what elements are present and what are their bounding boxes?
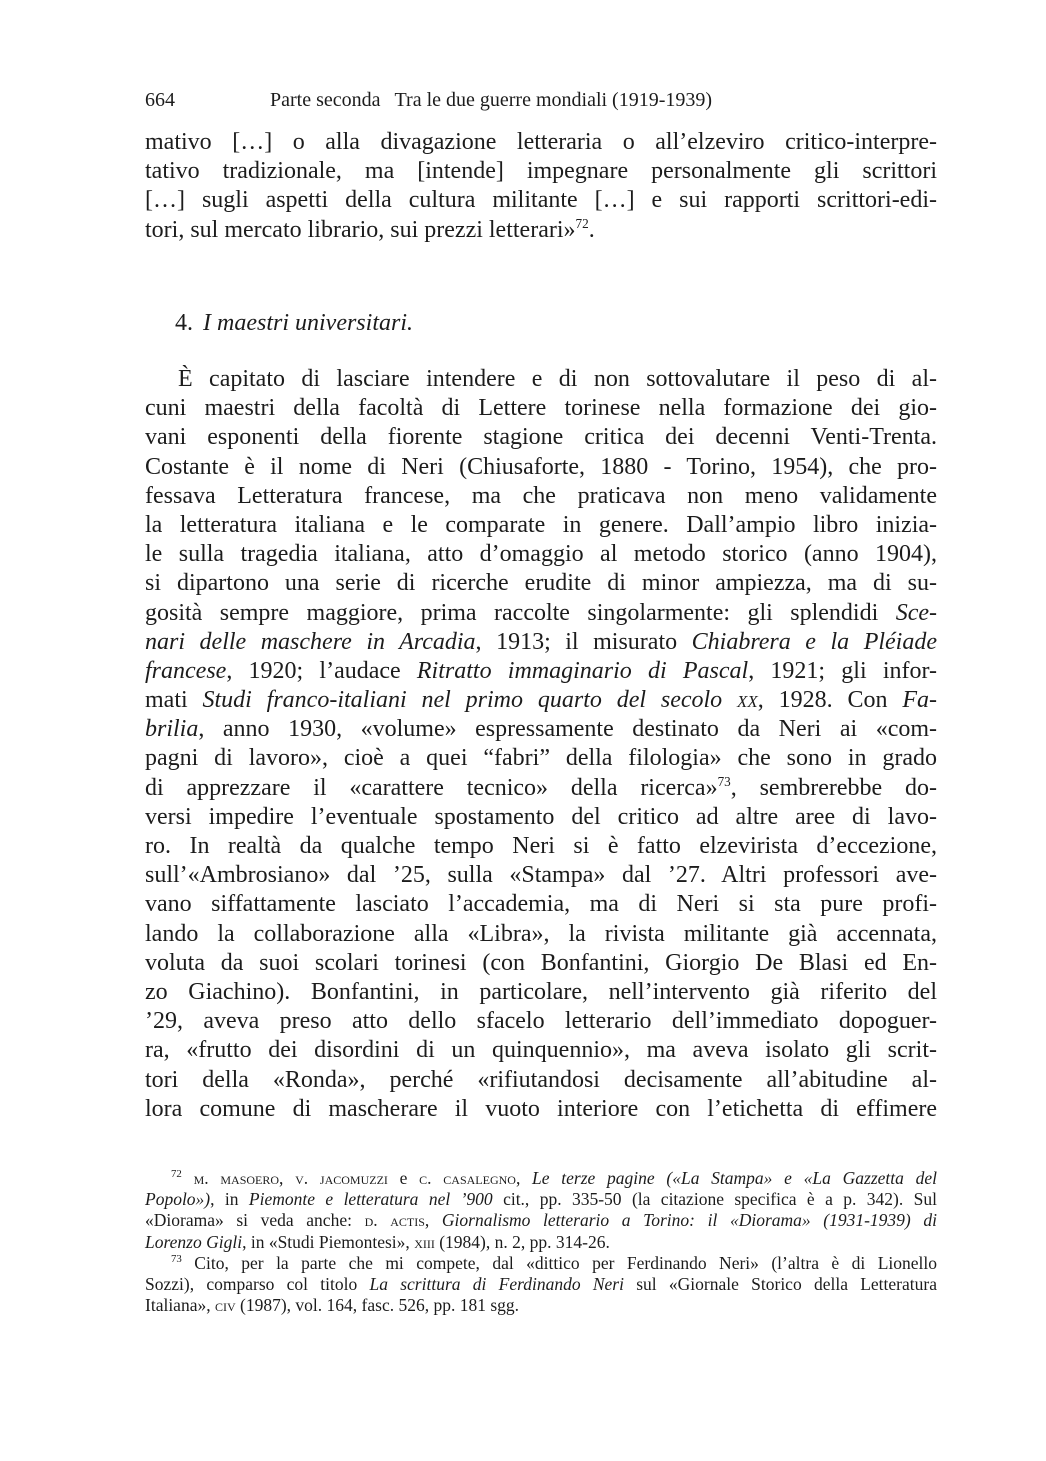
text-run: Sozzi), comparso col titolo	[145, 1273, 370, 1294]
text-run: mati	[145, 687, 203, 714]
author-names: m. masoero, v. jacomuzzi	[193, 1168, 388, 1188]
book-title: Sce-	[895, 599, 937, 626]
text-run: di apprezzare il «carattere tecnico» della ricerca»	[145, 774, 718, 801]
text-run: , 1920; l’audace	[226, 657, 417, 684]
book-title: francese	[145, 657, 227, 684]
text-run: cit., pp. 335-50 (la citazione specifica è a p. 342). Sul	[492, 1189, 937, 1210]
work-title: Giornalismo letterario a Torino: il «Diorama» (1931-1939) di	[441, 1210, 937, 1231]
text-run: ,	[424, 1210, 442, 1231]
text-line: vano siffattamente lasciato l’accademia, ma di Neri si sta pure profi-	[145, 891, 937, 918]
text-run: e	[387, 1168, 420, 1188]
text-line	[145, 216, 937, 245]
text-run: ,	[515, 1168, 533, 1188]
text-line	[145, 686, 937, 715]
text-line: Costante è il nome di Neri (Chiusaforte, 1880 - Torino, 1954), che pro-	[145, 453, 937, 480]
text-run: sul «Giornale Storico della Letteratura	[623, 1273, 937, 1294]
text-run: «Diorama» si veda anche:	[145, 1210, 365, 1231]
section-title: I maestri universitari.	[203, 310, 413, 336]
text-run: , 1913; il misurato	[475, 628, 692, 655]
text-run: Cito, per la parte che mi compete, dal «dittico per Ferdinando Neri» (l’altra è di Lionello	[181, 1252, 937, 1273]
paragraph-continuation	[145, 128, 937, 245]
text-line: vani esponenti della fiorente stagione critica dei decenni Venti-Trenta.	[145, 424, 937, 451]
text-run: , in «Studi Piemontesi»,	[242, 1231, 415, 1252]
text-run: , 1928. Con	[757, 687, 903, 714]
text-run: , sembrerebbe do-	[730, 774, 937, 801]
author-names: c. casalegno	[419, 1168, 516, 1188]
section-number: 4.	[175, 310, 193, 336]
text-line: lora comune di mascherare il vuoto interiore con l’etichetta di effimere	[145, 1095, 937, 1122]
text-line: […] sugli aspetti della cultura militante […] e sui rapporti scrittori-edi-	[145, 187, 937, 214]
book-title: Fa-	[902, 687, 937, 714]
footnote-line	[145, 1189, 937, 1210]
text-line: zo Giachino). Bonfantini, in particolare, nell’intervento già riferito del	[145, 978, 937, 1005]
text-line: mativo […] o alla divagazione letteraria o all’elzeviro critico-interpre-	[145, 129, 937, 155]
text-run: gosità sempre maggiore, prima raccolte singolarmente: gli splendidi	[145, 599, 896, 626]
footnote-number: 73	[171, 1252, 182, 1265]
work-title: Piemonte e letteratura nel ’900	[248, 1189, 493, 1210]
work-title: La scrittura di Ferdinando Neri	[369, 1273, 624, 1294]
text-line: sull’«Ambrosiano» dal ’25, sulla «Stampa» dal ’27. Altri professori ave-	[145, 862, 937, 889]
text-line	[145, 657, 937, 686]
text-line: si dipartono una serie di ricerche erudite di minor ampiezza, ma di su-	[145, 570, 937, 597]
text-line: la letteratura italiana e le comparate in genere. Dall’ampio libro inizia-	[145, 511, 937, 538]
text-line: tori della «Ronda», perché «rifiutandosi decisamente all’abitudine al-	[145, 1066, 937, 1093]
footnote-line	[145, 1232, 937, 1253]
footnote-line	[145, 1295, 937, 1316]
text-line: È capitato di lasciare intendere e di non sottovalutare il peso di al-	[178, 366, 937, 392]
text-run: (1984), n. 2, pp. 314-26.	[434, 1231, 610, 1252]
work-title: Lorenzo Gigli	[145, 1231, 243, 1252]
book-title-numeral: xx	[737, 687, 758, 714]
text-line: le sulla tragedia italiana, atto d’omaggio al metodo storico (anno 1904),	[145, 541, 937, 568]
author-names: d. actis	[364, 1210, 425, 1231]
book-title: Chiabrera e la Pléiade	[691, 628, 937, 655]
footnote-72	[145, 1168, 937, 1189]
text-line	[145, 715, 937, 744]
text-line: fessava Letteratura francese, ma che praticava non meno validamente	[145, 482, 937, 509]
text-line: ’29, aveva preso atto dello sfacelo letterario dell’immediato dopoguer-	[145, 1008, 937, 1035]
roman-numeral: xiii	[414, 1231, 435, 1252]
text-run: (1987), vol. 164, fasc. 526, pp. 181 sgg.	[235, 1295, 520, 1316]
book-title: brilia	[145, 716, 199, 743]
text-line	[145, 628, 937, 657]
footnote-73	[145, 1253, 937, 1274]
text-line: versi impedire l’eventuale spostamento del critico ad altre aree di lavo-	[145, 803, 937, 830]
text-line: ro. In realtà da qualche tempo Neri si è fatto elzevirista d’eccezione,	[145, 833, 937, 859]
book-title: Ritratto immaginario di Pascal	[416, 657, 749, 684]
text-line: ra, «frutto dei disordini di un quinquennio», ma aveva isolato gli scrit-	[145, 1037, 937, 1064]
running-title	[270, 85, 712, 115]
part-label: Parte seconda	[270, 89, 381, 111]
text-run: tori, sul mercato librario, sui prezzi letterari»	[145, 216, 576, 243]
text-run: , anno 1930, «volume» espressamente destinato da Neri ai «com-	[198, 716, 937, 743]
book-title: Studi franco-italiani nel primo quarto del secolo	[202, 687, 738, 714]
main-paragraph	[145, 365, 937, 1124]
page-number: 664	[145, 89, 175, 111]
footnote-number: 72	[171, 1168, 182, 1181]
roman-numeral: civ	[214, 1295, 236, 1316]
text-line: cuni maestri della facoltà di Lettere torinese nella formazione dei gio-	[145, 395, 937, 422]
text-run: .	[588, 216, 595, 243]
text-run: , in	[210, 1189, 249, 1210]
footnote-line	[145, 1210, 937, 1231]
text-run: Italiana»,	[145, 1295, 215, 1316]
running-header	[145, 85, 945, 115]
work-title: Popolo»)	[145, 1189, 211, 1210]
section-heading	[175, 308, 413, 338]
text-line	[145, 774, 937, 803]
footnote-ref-73[interactable]: 73	[717, 773, 731, 789]
text-run: , 1921; gli infor-	[748, 657, 938, 684]
footnote-ref-72[interactable]: 72	[575, 215, 589, 231]
text-line	[145, 599, 937, 628]
text-line: lando la collaborazione alla «Libra», la rivista militante già accennata,	[145, 920, 937, 947]
footnote-line	[145, 1274, 937, 1295]
book-title: nari delle maschere in Arcadia	[145, 628, 476, 655]
work-title: Le terze pagine («La Stampa» e «La Gazzetta del	[532, 1168, 937, 1188]
text-line: tativo tradizionale, ma [intende] impegnare personalmente gli scrittori	[145, 158, 937, 185]
footnotes	[145, 1168, 937, 1316]
text-line: pagni di lavoro», cioè a quei “fabri” della filologia» che sono in grado	[145, 745, 937, 772]
text-line: voluta da suoi scolari torinesi (con Bonfantini, Giorgio De Blasi ed En-	[145, 949, 937, 976]
section-label: Tra le due guerre mondiali (1919-1939)	[394, 89, 713, 111]
